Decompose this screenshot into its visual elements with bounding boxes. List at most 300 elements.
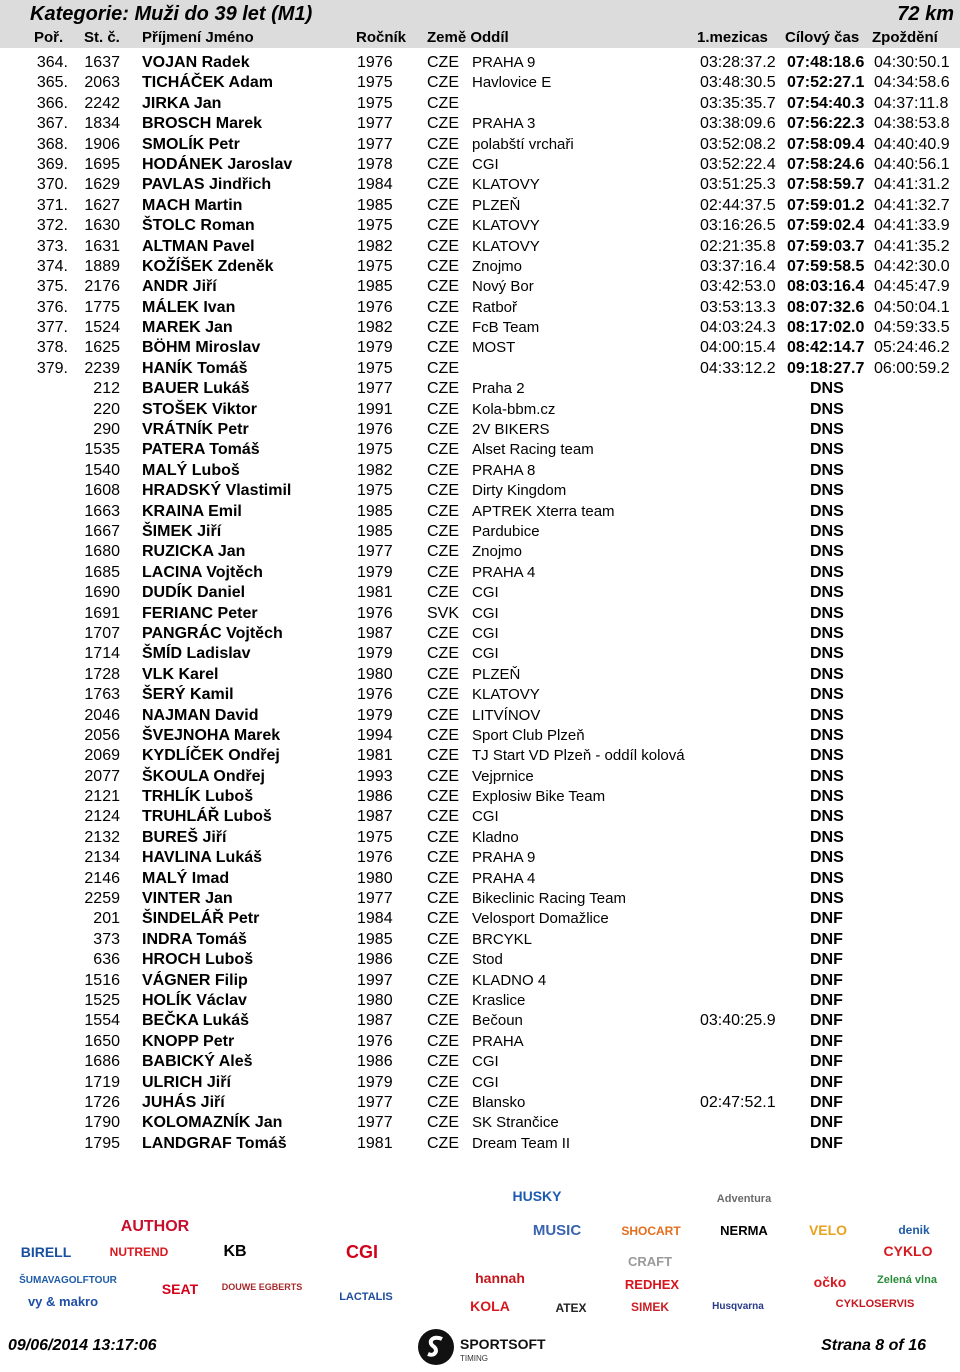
cell-year: 1980 — [357, 665, 393, 683]
cell-club: Vejprnice — [472, 767, 534, 785]
cell-club: Praha 2 — [472, 380, 525, 398]
cell-year: 1976 — [357, 1032, 393, 1050]
cell-delay: 04:34:58.6 — [874, 74, 950, 92]
cell-status: DNS — [810, 828, 844, 846]
cell-split-time: 03:38:09.6 — [700, 115, 776, 133]
cell-country: CZE — [427, 1073, 459, 1091]
cell-name: HOLÍK Václav — [142, 991, 247, 1009]
cell-name: BAUER Lukáš — [142, 380, 250, 398]
cell-split-time: 02:21:35.8 — [700, 237, 776, 255]
cell-club: PRAHA — [472, 1032, 524, 1050]
cell-status: DNS — [810, 726, 844, 744]
cell-country: CZE — [427, 155, 459, 173]
cell-status: DNS — [810, 584, 844, 602]
cell-position: 369. — [36, 155, 68, 173]
cell-year: 1977 — [357, 135, 393, 153]
cell-status: DNS — [810, 665, 844, 683]
cell-club: CGI — [472, 1073, 499, 1091]
cell-country: CZE — [427, 788, 459, 806]
table-row — [0, 460, 960, 480]
cell-split-time: 03:40:25.9 — [700, 1012, 776, 1030]
table-row — [0, 745, 960, 765]
cell-year: 1985 — [357, 930, 393, 948]
cell-name: BÖHM Miroslav — [142, 339, 261, 357]
sponsor-logo: MUSIC — [532, 1222, 582, 1239]
cell-club: CGI — [472, 1053, 499, 1071]
cell-club: CGI — [472, 624, 499, 642]
cell-club: Kola-bbm.cz — [472, 400, 556, 418]
table-row — [0, 236, 960, 256]
sponsor-logo: VELO — [808, 1222, 848, 1238]
cell-name: STOŠEK Viktor — [142, 400, 257, 418]
cell-club: Havlovice E — [472, 74, 552, 92]
sponsor-logo: CRAFT — [627, 1254, 673, 1269]
cell-club: SK Strančice — [472, 1114, 559, 1132]
cell-year: 1979 — [357, 706, 393, 724]
sponsor-logo: LACTALIS — [339, 1291, 393, 1303]
table-row — [0, 195, 960, 215]
cell-start-number: 2132 — [84, 828, 120, 846]
cell-start-number: 1525 — [84, 991, 120, 1009]
sportsoft-sub: TIMING — [460, 1354, 488, 1363]
cell-start-number: 1889 — [84, 257, 120, 275]
cell-split-time: 03:37:16.4 — [700, 257, 776, 275]
col-name-header: Příjmení Jméno — [142, 29, 254, 46]
sponsor-logo: Zelená vlna — [877, 1274, 937, 1286]
cell-name: MALÝ Luboš — [142, 461, 240, 479]
cell-position: 366. — [36, 94, 68, 112]
cell-start-number: 1535 — [84, 441, 120, 459]
cell-start-number: 1719 — [84, 1073, 120, 1091]
cell-country: CZE — [427, 869, 459, 887]
sponsor-logo: KB — [223, 1243, 247, 1260]
cell-year: 1993 — [357, 767, 393, 785]
table-row — [0, 317, 960, 337]
cell-year: 1980 — [357, 869, 393, 887]
sponsor-logo: hannah — [475, 1270, 525, 1286]
cell-club: MOST — [472, 339, 516, 357]
page-header — [0, 0, 960, 48]
table-row — [0, 664, 960, 684]
cell-club: TJ Start VD Plzeň - oddíl kolová — [472, 747, 685, 765]
cell-start-number: 1714 — [84, 645, 120, 663]
cell-year: 1976 — [357, 298, 393, 316]
cell-start-number: 1637 — [84, 54, 120, 71]
cell-position: 372. — [36, 217, 68, 235]
cell-club: PRAHA 4 — [472, 869, 536, 887]
cell-name: JIRKA Jan — [142, 94, 222, 112]
col-finish-header: Cílový čas — [785, 29, 860, 46]
cell-club: Kraslice — [472, 991, 526, 1009]
cell-start-number: 1608 — [84, 482, 120, 500]
cell-year: 1977 — [357, 1114, 393, 1132]
cell-name: KYDLÍČEK Ondřej — [142, 747, 280, 765]
table-row — [0, 52, 960, 72]
table-row — [0, 1051, 960, 1071]
cell-start-number: 2259 — [84, 890, 120, 908]
cell-club: KLATOVY — [472, 176, 540, 194]
cell-start-number: 373 — [93, 930, 120, 948]
sponsor-logo: NUTREND — [109, 1245, 169, 1259]
sponsor-logo: BIRELL — [20, 1244, 72, 1260]
cell-year: 1977 — [357, 380, 393, 398]
cell-country: CZE — [427, 951, 459, 969]
table-row — [0, 643, 960, 663]
cell-name: BEČKA Lukáš — [142, 1012, 249, 1030]
sponsor-logo: vy & makro — [27, 1294, 99, 1309]
cell-split-time: 03:53:13.3 — [700, 298, 776, 316]
table-row — [0, 1031, 960, 1051]
cell-status: DNS — [810, 706, 844, 724]
table-row — [0, 501, 960, 521]
sponsor-logo: HUSKY — [512, 1188, 562, 1204]
cell-name: KNOPP Petr — [142, 1032, 235, 1050]
cell-club: Kladno — [472, 828, 519, 846]
cell-status: DNS — [810, 482, 844, 500]
cell-country: CZE — [427, 1012, 459, 1030]
table-row — [0, 929, 960, 949]
cell-country: CZE — [427, 808, 459, 826]
cell-country: CZE — [427, 686, 459, 704]
cell-start-number: 1516 — [84, 971, 120, 989]
table-row — [0, 541, 960, 561]
cell-country: CZE — [427, 482, 459, 500]
cell-year: 1977 — [357, 115, 393, 133]
cell-name: VOJAN Radek — [142, 54, 250, 71]
table-row — [0, 582, 960, 602]
cell-club: APTREK Xterra team — [472, 502, 615, 520]
cell-country: CZE — [427, 1134, 459, 1152]
cell-year: 1986 — [357, 788, 393, 806]
table-row — [0, 786, 960, 806]
cell-start-number: 1834 — [84, 115, 120, 133]
cell-country: CZE — [427, 522, 459, 540]
table-row — [0, 521, 960, 541]
cell-start-number: 1667 — [84, 522, 120, 540]
cell-name: RUZICKA Jan — [142, 543, 246, 561]
cell-country: CZE — [427, 54, 459, 71]
cell-year: 1979 — [357, 563, 393, 581]
cell-finish-time: 07:59:58.5 — [787, 257, 865, 275]
cell-name: MÁLEK Ivan — [142, 298, 236, 316]
sponsor-logo: ATEX — [555, 1301, 587, 1315]
cell-delay: 04:41:32.7 — [874, 196, 950, 214]
cell-finish-time: 07:52:27.1 — [787, 74, 865, 92]
cell-year: 1975 — [357, 828, 393, 846]
cell-year: 1976 — [357, 604, 393, 622]
cell-name: HAVLINA Lukáš — [142, 849, 263, 867]
cell-year: 1976 — [357, 421, 393, 439]
cell-finish-time: 08:03:16.4 — [787, 278, 865, 296]
table-row — [0, 358, 960, 378]
cell-club: PRAHA 9 — [472, 849, 536, 867]
sponsor-logo: CYKLO — [883, 1243, 933, 1259]
cell-year: 1986 — [357, 951, 393, 969]
cell-country: CZE — [427, 94, 459, 112]
sponsor-logos — [0, 1178, 960, 1328]
table-row — [0, 378, 960, 398]
cell-name: BABICKÝ Aleš — [142, 1053, 253, 1071]
cell-split-time: 03:28:37.2 — [700, 54, 776, 71]
table-row — [0, 1072, 960, 1092]
cell-year: 1980 — [357, 991, 393, 1009]
sponsor-logo: CYKLOSERVIS — [835, 1298, 915, 1310]
cell-delay: 05:24:46.2 — [874, 339, 950, 357]
table-row — [0, 419, 960, 439]
table-row — [0, 297, 960, 317]
cell-country: CZE — [427, 217, 459, 235]
cell-club: Bečoun — [472, 1012, 523, 1030]
cell-country: CZE — [427, 196, 459, 214]
cell-name: KRAINA Emil — [142, 502, 242, 520]
cell-status: DNF — [810, 1012, 843, 1030]
cell-start-number: 2242 — [84, 94, 120, 112]
col-no-header: St. č. — [84, 29, 120, 46]
sportsoft-icon — [416, 1327, 548, 1367]
sponsor-logo: NERMA — [720, 1223, 768, 1238]
cell-start-number: 1631 — [84, 237, 120, 255]
cell-name: ŠINDELÁŘ Petr — [142, 910, 260, 928]
cell-club: Sport Club Plzeň — [472, 726, 585, 744]
cell-delay: 04:41:35.2 — [874, 237, 950, 255]
cell-finish-time: 07:58:59.7 — [787, 176, 865, 194]
cell-start-number: 1695 — [84, 155, 120, 173]
cell-split-time: 03:52:08.2 — [700, 135, 776, 153]
col-delay-header: Zpoždění — [872, 29, 938, 46]
cell-club: Velosport Domažlice — [472, 910, 609, 928]
cell-name: ŠIMEK Jiří — [142, 522, 222, 540]
cell-year: 1975 — [357, 217, 393, 235]
sponsor-logo: Husqvarna — [712, 1301, 764, 1312]
cell-name: VRÁTNÍK Petr — [142, 421, 249, 439]
cell-year: 1987 — [357, 808, 393, 826]
cell-year: 1975 — [357, 257, 393, 275]
cell-country: CZE — [427, 359, 459, 377]
cell-name: HANÍK Tomáš — [142, 359, 248, 377]
cell-name: MAREK Jan — [142, 319, 233, 337]
cell-position: 374. — [36, 257, 68, 275]
cell-name: ŠKOULA Ondřej — [142, 767, 265, 785]
cell-name: MACH Martin — [142, 196, 243, 214]
cell-delay: 04:40:56.1 — [874, 155, 950, 173]
cell-start-number: 1630 — [84, 217, 120, 235]
cell-delay: 04:59:33.5 — [874, 319, 950, 337]
sponsor-logo: DOUWE EGBERTS — [221, 1282, 303, 1292]
cell-start-number: 201 — [93, 910, 120, 928]
cell-year: 1976 — [357, 54, 393, 71]
cell-club: PRAHA 9 — [472, 54, 536, 71]
cell-status: DNS — [810, 686, 844, 704]
cell-start-number: 2121 — [84, 788, 120, 806]
cell-name: TRUHLÁŘ Luboš — [142, 808, 272, 826]
cell-start-number: 2124 — [84, 808, 120, 826]
sponsor-logo: SHOCART — [621, 1224, 681, 1238]
cell-name: HRADSKÝ Vlastimil — [142, 482, 292, 500]
sponsor-logo: AUTHOR — [120, 1218, 190, 1235]
cell-club: Nový Bor — [472, 278, 534, 296]
cell-country: CZE — [427, 441, 459, 459]
cell-position: 365. — [36, 74, 68, 92]
table-row — [0, 725, 960, 745]
cell-name: ŠVEJNOHA Marek — [142, 726, 281, 744]
cell-status: DNF — [810, 1134, 843, 1152]
cell-country: CZE — [427, 461, 459, 479]
cell-start-number: 1650 — [84, 1032, 120, 1050]
cell-country: SVK — [427, 604, 460, 622]
cell-club: 2V BIKERS — [472, 421, 550, 439]
cell-club: KLATOVY — [472, 686, 540, 704]
cell-status: DNF — [810, 930, 843, 948]
cell-finish-time: 07:58:09.4 — [787, 135, 865, 153]
cell-split-time: 03:16:26.5 — [700, 217, 776, 235]
cell-country: CZE — [427, 135, 459, 153]
table-row — [0, 806, 960, 826]
cell-status: DNF — [810, 1073, 843, 1091]
cell-year: 1975 — [357, 94, 393, 112]
cell-start-number: 1795 — [84, 1134, 120, 1152]
table-row — [0, 705, 960, 725]
cell-country: CZE — [427, 339, 459, 357]
table-row — [0, 888, 960, 908]
cell-start-number: 636 — [93, 951, 120, 969]
cell-status: DNS — [810, 502, 844, 520]
cell-name: PANGRÁC Vojtěch — [142, 624, 283, 642]
cell-club: PRAHA 8 — [472, 461, 536, 479]
cell-club: KLADNO 4 — [472, 971, 547, 989]
cell-status: DNS — [810, 747, 844, 765]
table-row — [0, 1133, 960, 1153]
cell-name: ANDR Jiří — [142, 278, 217, 296]
cell-status: DNF — [810, 910, 843, 928]
cell-name: JUHÁS Jiří — [142, 1093, 225, 1111]
cell-start-number: 1686 — [84, 1053, 120, 1071]
cell-status: DNS — [810, 890, 844, 908]
cell-year: 1984 — [357, 176, 393, 194]
cell-name: ŠERÝ Kamil — [142, 686, 234, 704]
cell-start-number: 1775 — [84, 298, 120, 316]
cell-delay: 04:45:47.9 — [874, 278, 950, 296]
sponsor-logo: očko — [813, 1274, 847, 1290]
cell-name: VÁGNER Filip — [142, 971, 248, 989]
cell-status: DNS — [810, 869, 844, 887]
cell-name: KOLOMAZNÍK Jan — [142, 1114, 283, 1132]
cell-position: 377. — [36, 319, 68, 337]
sponsor-logo: ŠUMAVAGOLFTOUR — [19, 1275, 117, 1286]
cell-club: PLZEŇ — [472, 196, 521, 214]
cell-status: DNS — [810, 441, 844, 459]
cell-country: CZE — [427, 665, 459, 683]
cell-start-number: 2146 — [84, 869, 120, 887]
cell-country: CZE — [427, 421, 459, 439]
cell-club: BRCYKL — [472, 930, 533, 948]
cell-delay: 04:40:40.9 — [874, 135, 950, 153]
cell-club: Ratboř — [472, 298, 518, 316]
cell-club: Znojmo — [472, 543, 523, 561]
cell-name: PATERA Tomáš — [142, 441, 260, 459]
cell-club: Alset Racing team — [472, 441, 594, 459]
cell-year: 1978 — [357, 155, 393, 173]
cell-finish-time: 07:59:03.7 — [787, 237, 865, 255]
cell-finish-time: 07:59:02.4 — [787, 217, 865, 235]
cell-name: HODÁNEK Jaroslav — [142, 155, 293, 173]
cell-position: 371. — [36, 196, 68, 214]
cell-club: Znojmo — [472, 257, 523, 275]
race-distance: 72 km — [897, 3, 954, 25]
cell-country: CZE — [427, 543, 459, 561]
cell-name: TRHLÍK Luboš — [142, 788, 254, 806]
cell-country: CZE — [427, 706, 459, 724]
cell-club: Dream Team II — [472, 1134, 571, 1152]
cell-country: CZE — [427, 910, 459, 928]
cell-country: CZE — [427, 1032, 459, 1050]
cell-position: 364. — [36, 54, 68, 71]
cell-position: 370. — [36, 176, 68, 194]
cell-status: DNS — [810, 380, 844, 398]
table-row — [0, 93, 960, 113]
cell-country: CZE — [427, 502, 459, 520]
cell-club: PRAHA 3 — [472, 115, 536, 133]
cell-country: CZE — [427, 584, 459, 602]
cell-country: CZE — [427, 74, 459, 92]
sponsor-logo: CGI — [345, 1242, 378, 1262]
cell-delay: 04:41:31.2 — [874, 176, 950, 194]
cell-delay: 04:30:50.1 — [874, 54, 950, 71]
table-row — [0, 990, 960, 1010]
cell-club: KLATOVY — [472, 217, 540, 235]
cell-position: 378. — [36, 339, 68, 357]
cell-country: CZE — [427, 747, 459, 765]
cell-club: Stod — [472, 951, 503, 969]
cell-status: DNS — [810, 522, 844, 540]
cell-country: CZE — [427, 971, 459, 989]
cell-delay: 04:37:11.8 — [874, 94, 949, 112]
table-row — [0, 256, 960, 276]
cell-start-number: 1906 — [84, 135, 120, 153]
cell-start-number: 1540 — [84, 461, 120, 479]
cell-start-number: 1685 — [84, 563, 120, 581]
cell-club: PLZEŇ — [472, 665, 521, 683]
sponsor-logo: SIMEK — [630, 1300, 669, 1314]
cell-country: CZE — [427, 115, 459, 133]
table-row — [0, 134, 960, 154]
cell-start-number: 1524 — [84, 319, 120, 337]
cell-club: Bikeclinic Racing Team — [472, 890, 626, 908]
table-row — [0, 623, 960, 643]
cell-name: TICHÁČEK Adam — [142, 74, 273, 92]
cell-start-number: 1663 — [84, 502, 120, 520]
table-row — [0, 399, 960, 419]
cell-year: 1985 — [357, 278, 393, 296]
cell-start-number: 1728 — [84, 665, 120, 683]
cell-split-time: 03:42:53.0 — [700, 278, 776, 296]
cell-club: KLATOVY — [472, 237, 540, 255]
cell-year: 1979 — [357, 1073, 393, 1091]
cell-name: BROSCH Marek — [142, 115, 263, 133]
cell-year: 1994 — [357, 726, 393, 744]
cell-start-number: 1554 — [84, 1012, 120, 1030]
cell-status: DNS — [810, 461, 844, 479]
sportsoft-brand: SPORTSOFT — [460, 1336, 546, 1352]
cell-split-time: 03:51:25.3 — [700, 176, 776, 194]
cell-country: CZE — [427, 1093, 459, 1111]
cell-start-number: 2063 — [84, 74, 120, 92]
cell-start-number: 1680 — [84, 543, 120, 561]
cell-name: LANDGRAF Tomáš — [142, 1134, 287, 1152]
cell-country: CZE — [427, 400, 459, 418]
cell-year: 1976 — [357, 686, 393, 704]
cell-year: 1975 — [357, 74, 393, 92]
cell-year: 1982 — [357, 237, 393, 255]
